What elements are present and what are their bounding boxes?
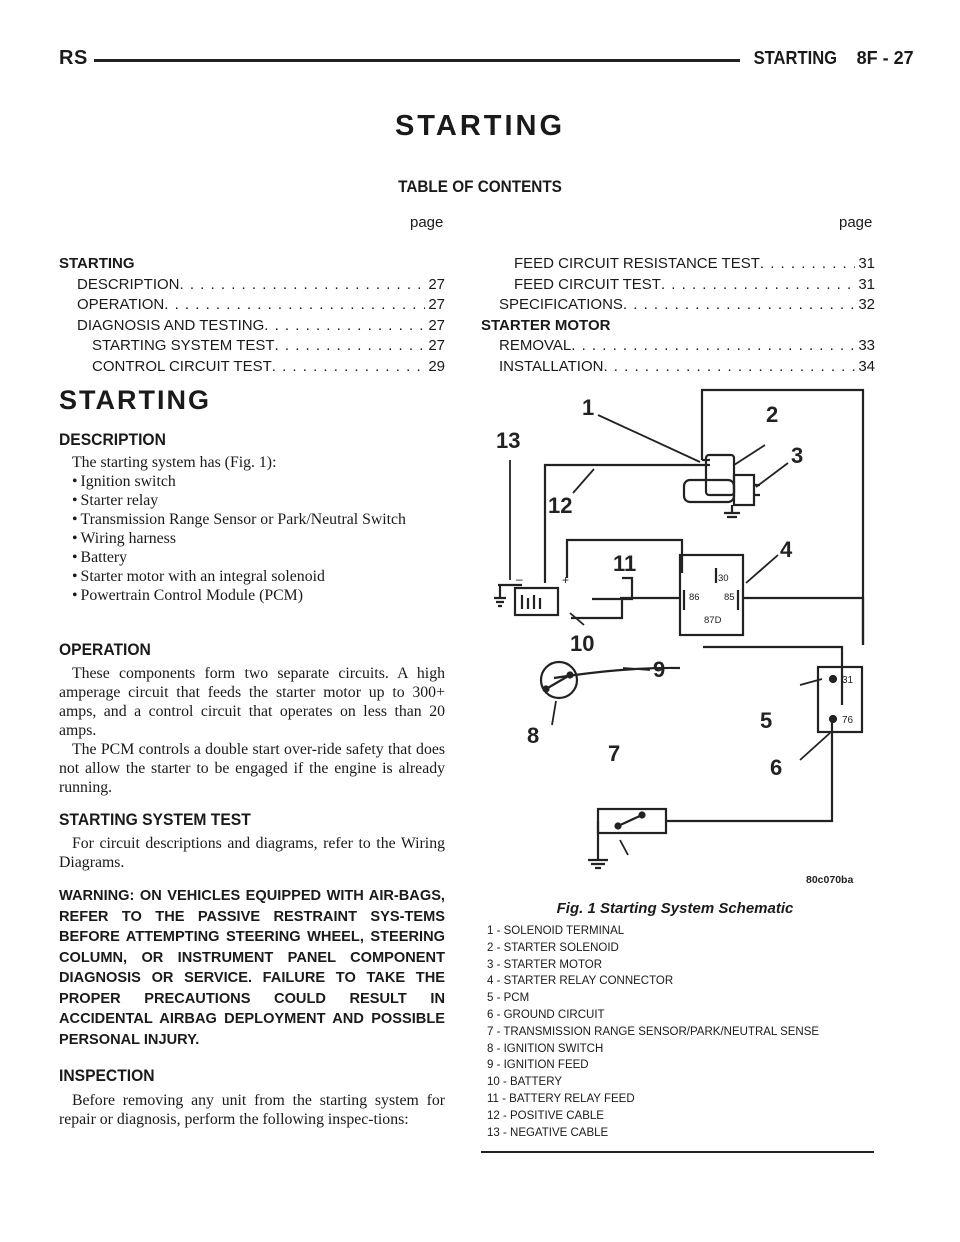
legend-item: 5 - PCM	[487, 992, 530, 1005]
toc-entry[interactable]: STARTING	[59, 255, 135, 272]
legend-item: 1 - SOLENOID TERMINAL	[487, 925, 625, 937]
callout-9: 9	[653, 657, 666, 682]
toc-entry[interactable]: INSTALLATION . . . 34	[481, 357, 875, 378]
header-section: STARTING	[753, 48, 838, 68]
toc-entry[interactable]: STARTER MOTOR	[481, 316, 611, 334]
legend-item: 9 - IGNITION FEED	[487, 1059, 589, 1072]
callout-7: 7	[608, 741, 621, 766]
figure-code: 80c070ba	[806, 874, 854, 886]
toc-entry[interactable]: DIAGNOSIS AND TESTING . . . 27	[59, 316, 445, 337]
toc-entry[interactable]: CONTROL CIRCUIT TEST . . . 29	[59, 357, 445, 378]
toc-entry[interactable]: STARTING SYSTEM TEST . . . 27	[59, 336, 445, 357]
toc-entry[interactable]: FEED CIRCUIT RESISTANCE TEST . . . 31	[481, 254, 875, 275]
list-item: • Transmission Range Sensor or Park/Neutral Switch	[59, 510, 445, 529]
figure-legend	[487, 923, 819, 1141]
battery-plus-label: +	[562, 573, 570, 587]
ignition-switch-symbol	[541, 662, 577, 698]
pcm-pin-76: 76	[842, 715, 854, 726]
operation-paragraph: The PCM controls a double start over-ride safety that does not allow the starter to be engaged if the engine is already running.	[59, 741, 445, 796]
header-rule	[94, 59, 740, 62]
toc-entry[interactable]: DESCRIPTION . . . 27	[59, 275, 445, 296]
toc-entry[interactable]: FEED CIRCUIT TEST . . . 31	[481, 275, 875, 296]
toc-page-label-left: page	[410, 214, 444, 231]
callout-5: 5	[760, 708, 773, 733]
legend-item: 13 - NEGATIVE CABLE	[487, 1126, 609, 1139]
callout-arrows	[510, 415, 830, 855]
list-item: • Powertrain Control Module (PCM)	[59, 586, 445, 605]
operation-paragraph: These components form two separate circuits. A high amperage circuit that feeds the starter motor up to 300+ amps, and a control circuit that operates on less than 20 amps.	[59, 665, 445, 739]
legend-item: 6 - GROUND CIRCUIT	[487, 1008, 605, 1021]
callout-12: 12	[548, 493, 573, 518]
legend-item: 8 - IGNITION SWITCH	[487, 1042, 604, 1055]
toc-left-column	[59, 254, 445, 377]
callout-8: 8	[527, 723, 540, 748]
legend-item: 12 - POSITIVE CABLE	[487, 1109, 604, 1122]
list-item: • Wiring harness	[59, 529, 445, 548]
toc-title: TABLE OF CONTENTS	[398, 177, 562, 196]
list-item: • Starter relay	[59, 491, 445, 510]
battery-minus-label: –	[516, 572, 523, 586]
callout-11: 11	[613, 551, 637, 576]
system-test-body	[59, 834, 445, 872]
description-intro: The starting system has (Fig. 1):	[72, 454, 277, 471]
description-heading: DESCRIPTION	[59, 430, 166, 449]
callout-6: 6	[770, 755, 783, 780]
list-item: • Starter motor with an integral solenoid	[59, 567, 445, 586]
relay-pin-85: 85	[724, 592, 735, 603]
system-test-heading: STARTING SYSTEM TEST	[59, 810, 251, 829]
callout-1: 1	[582, 395, 595, 420]
battery-symbol	[494, 572, 569, 615]
starter-relay-symbol	[680, 555, 743, 635]
list-item: • Battery	[59, 548, 445, 567]
relay-pin-30: 30	[718, 573, 729, 584]
header-right	[750, 48, 914, 69]
starting-system-schematic	[470, 385, 880, 900]
header-page-number: 8F - 27	[856, 48, 914, 68]
relay-pin-87d: 87D	[704, 615, 722, 626]
legend-item: 4 - STARTER RELAY CONNECTOR	[487, 975, 674, 988]
inspection-paragraph: Before removing any unit from the starting system for repair or diagnosis, perform the following inspec-tions:	[59, 1092, 445, 1128]
component-list	[59, 472, 445, 605]
inspection-body	[59, 1091, 445, 1129]
toc-entry[interactable]: SPECIFICATIONS . . . 32	[481, 295, 875, 316]
toc-entry[interactable]: REMOVAL . . . 33	[481, 336, 875, 357]
figure-caption: Fig. 1 Starting System Schematic	[556, 900, 794, 917]
park-neutral-switch-symbol	[588, 809, 666, 868]
operation-heading: OPERATION	[59, 640, 151, 659]
relay-pin-86: 86	[689, 592, 700, 603]
callout-3: 3	[791, 443, 804, 468]
inspection-heading: INSPECTION	[59, 1066, 155, 1085]
legend-item: 3 - STARTER MOTOR	[487, 958, 603, 971]
callout-2: 2	[766, 402, 779, 427]
legend-item: 10 - BATTERY	[487, 1076, 562, 1089]
list-item: • Ignition switch	[59, 472, 445, 491]
callout-13: 13	[496, 428, 521, 453]
airbag-warning: WARNING: ON VEHICLES EQUIPPED WITH AIR-BAGS, REFER TO THE PASSIVE RESTRAINT SYS-TEMS BEFORE ATTEMPTING STEERING WHEEL, STEERING COLUMN, OR INSTRUMENT PANEL COMPONENT DIAGNOSIS OR SERVICE. FAILURE TO TAKE THE PROPER PRECAUTIONS COULD RESULT IN ACCIDENTAL AIRBAG DEPLOYMENT AND POSSIBLE PERSONAL INJURY.	[59, 888, 445, 1048]
page-title: STARTING	[394, 110, 566, 142]
legend-item: 2 - STARTER SOLENOID	[487, 941, 619, 954]
toc-entry[interactable]: OPERATION . . . 27	[59, 295, 445, 316]
header-model: RS	[59, 47, 88, 69]
legend-rule	[481, 1151, 874, 1153]
callout-4: 4	[780, 537, 793, 562]
system-test-paragraph: For circuit descriptions and diagrams, refer to the Wiring Diagrams.	[59, 835, 445, 871]
callout-10: 10	[570, 631, 595, 656]
toc-right-column	[481, 254, 875, 377]
legend-item: 11 - BATTERY RELAY FEED	[487, 1092, 635, 1105]
section-heading: STARTING	[59, 385, 211, 415]
operation-body	[59, 664, 445, 797]
pcm-pin-31: 31	[842, 675, 854, 686]
description-body	[59, 453, 445, 605]
pcm-symbol	[818, 667, 862, 732]
legend-item: 7 - TRANSMISSION RANGE SENSOR/PARK/NEUTRAL SENSE	[487, 1025, 820, 1038]
toc-page-label-right: page	[839, 214, 873, 231]
